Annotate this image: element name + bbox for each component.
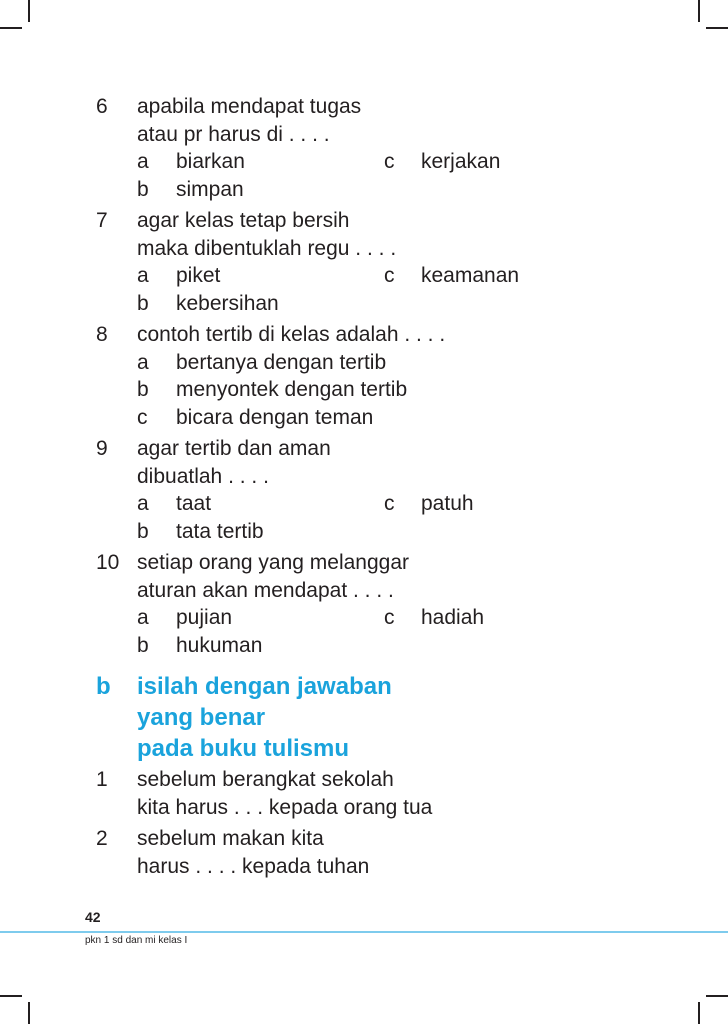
option-text: bertanya dengan tertib [176,350,387,374]
question-number: 10 [96,551,120,574]
crop-mark-top-right-h [706,27,728,29]
fill-question-1 [96,766,696,821]
option-letter: b [137,378,149,401]
section-letter: b [96,673,111,700]
page-number-text: 42 [85,909,101,925]
section-b-heading [96,671,696,764]
option-letter: c [384,492,395,515]
book-title: pkn 1 sd dan mi kelas I [85,935,188,946]
section-title-line: yang benar [137,704,266,731]
option-text: simpan [176,177,244,201]
option-text: menyontek dengan tertib [176,378,408,401]
option-row [137,376,696,404]
question-text: kita harus . . . kepada orang tua [137,795,433,819]
crop-mark-top-right-v [698,0,700,22]
option-text: pujian [176,606,233,629]
option-letter: b [137,633,149,657]
option-row [137,518,696,546]
option-letter: a [137,264,149,287]
question-10 [96,549,696,659]
section-title-line: isilah dengan jawaban [137,673,392,700]
question-text: harus . . . . kepada tuhan [137,854,370,878]
option-row [137,490,696,518]
option-letter: c [384,264,395,287]
option-row [137,262,696,290]
question-text: sebelum berangkat sekolah [137,768,394,791]
option-letter: b [137,177,149,201]
option-text: hadiah [421,606,485,629]
option-text: hukuman [176,633,263,657]
question-8 [96,321,696,431]
section-title-line: pada buku tulismu [137,735,350,762]
option-letter: a [137,492,149,515]
footer-rule [0,931,728,933]
question-text: contoh tertib di kelas adalah . . . . [137,323,446,346]
option-row [137,290,696,318]
option-row [137,148,696,176]
question-text: aturan akan mendapat . . . . [137,578,394,602]
fill-question-2 [96,825,696,880]
page-content [96,93,696,880]
option-text: patuh [421,492,474,515]
option-letter: c [384,150,395,173]
crop-mark-top-left-h [0,27,22,29]
question-text: agar kelas tetap bersih [137,209,350,232]
crop-mark-bottom-left-v [28,1002,30,1024]
question-number: 2 [96,827,108,850]
option-row [137,404,696,432]
option-text: keamanan [421,264,520,287]
option-row [137,604,696,632]
option-letter: c [384,606,395,629]
option-text: taat [176,492,212,515]
question-number: 1 [96,768,108,791]
option-letter: b [137,519,149,543]
option-text: biarkan [176,150,245,173]
option-row [137,176,696,204]
question-text: maka dibentuklah regu . . . . [137,236,397,260]
question-text: dibuatlah . . . . [137,464,269,488]
crop-mark-bottom-right-h [706,995,728,997]
question-text: atau pr harus di . . . . [137,122,330,146]
question-text: apabila mendapat tugas [137,95,362,118]
question-7 [96,207,696,317]
option-row [137,632,696,660]
question-number: 6 [96,95,108,118]
question-number: 7 [96,209,108,232]
question-number: 9 [96,437,108,460]
option-text: kerjakan [421,150,501,173]
option-letter: b [137,291,149,315]
option-text: kebersihan [176,291,279,315]
option-text: bicara dengan teman [176,405,374,429]
option-text: tata tertib [176,519,264,543]
option-letter: a [137,150,149,173]
option-row [137,349,696,377]
option-text: piket [176,264,221,287]
crop-mark-top-left-v [28,0,30,22]
question-6 [96,93,696,203]
option-letter: a [137,606,149,629]
question-9 [96,435,696,545]
question-text: agar tertib dan aman [137,437,331,460]
question-number: 8 [96,323,108,346]
crop-mark-bottom-right-v [698,1002,700,1024]
question-text: sebelum makan kita [137,827,324,850]
option-letter: a [137,350,149,374]
option-letter: c [137,405,148,429]
crop-mark-bottom-left-h [0,995,22,997]
page-number [85,908,101,927]
question-text: setiap orang yang melanggar [137,551,410,574]
